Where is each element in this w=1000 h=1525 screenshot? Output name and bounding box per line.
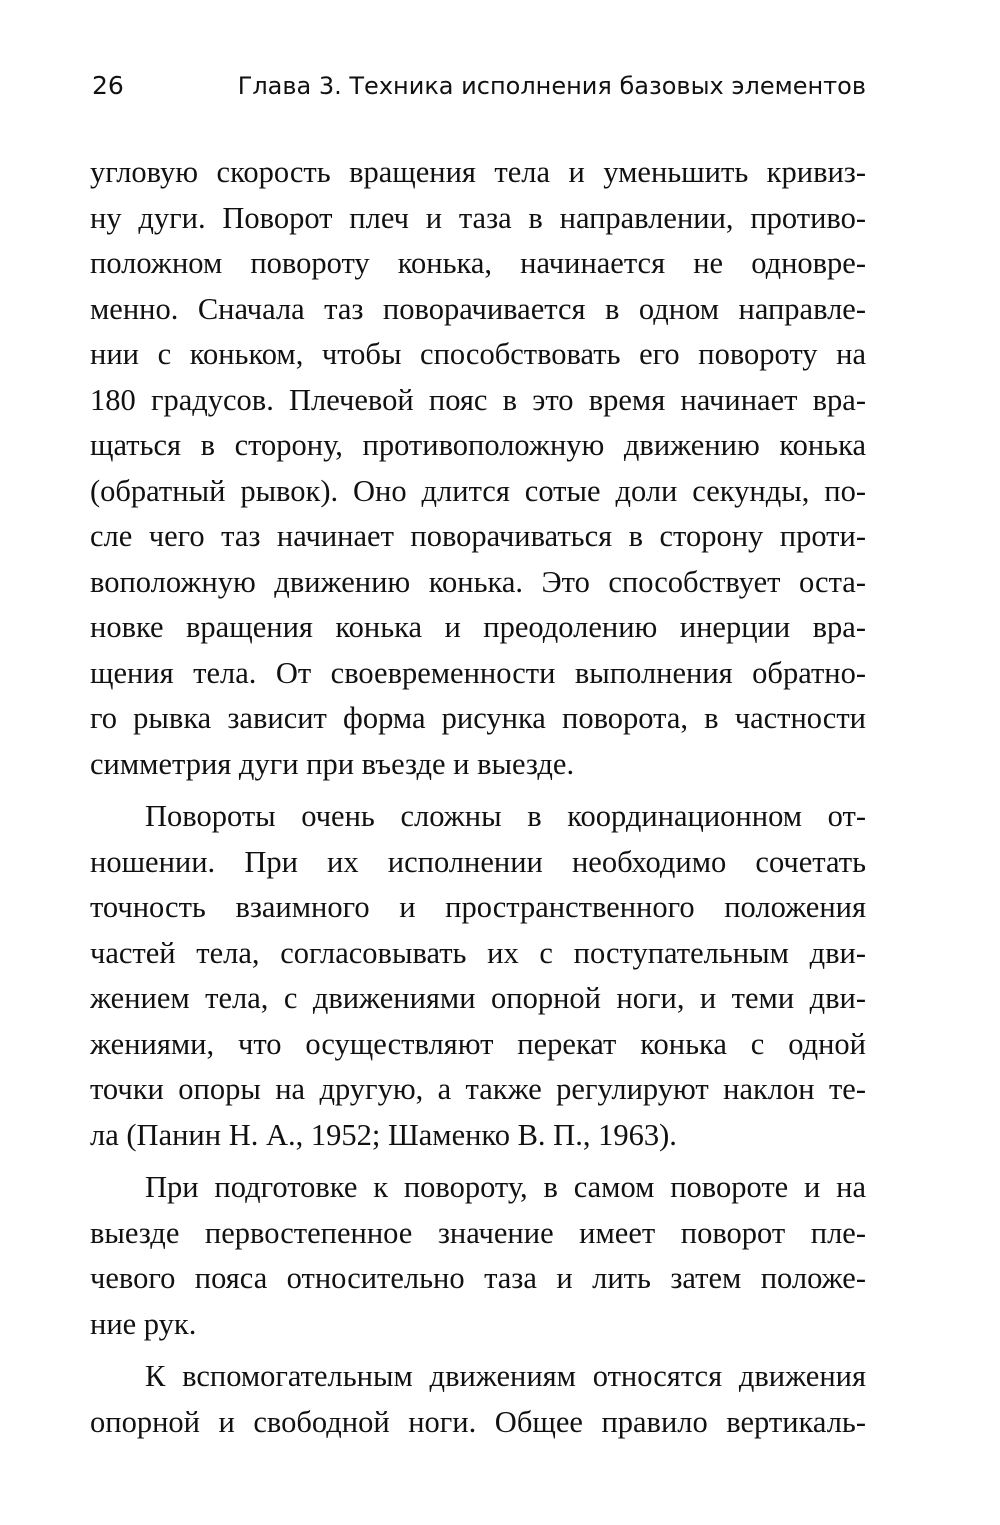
text-line: го рывка зависит форма рисунка поворота, в частности	[90, 701, 866, 735]
text-line: точность взаимного и пространственного положения	[90, 890, 866, 924]
text-line: (обратный рывок). Оно длится сотые доли секунды, по-	[90, 473, 866, 508]
text-line: щения тела. От своевременности выполнения обратно-	[90, 655, 866, 690]
text-line: ла (Панин Н. А., 1952; Шаменко В. П., 1963).	[90, 1117, 677, 1152]
text-line: новке вращения конька и преодолению инерции вра-	[90, 610, 866, 644]
text-line: нии с коньком, чтобы способствовать его повороту на	[90, 337, 866, 371]
text-line: положном повороту конька, начинается не одновре-	[90, 246, 866, 280]
body-text	[90, 150, 866, 1452]
paragraph-4	[90, 1354, 866, 1445]
text-line: выезде первостепенное значение имеет поворот пле-	[90, 1215, 866, 1250]
text-line: ние рук.	[90, 1306, 197, 1341]
running-header	[92, 68, 866, 104]
text-line: При подготовке к повороту, в самом повороте и на	[145, 1170, 866, 1204]
paragraph-3	[90, 1165, 866, 1347]
text-line: чевого пояса относительно таза и лить затем положе-	[90, 1261, 866, 1295]
text-line: угловую скорость вращения тела и уменьшить кривиз-	[90, 155, 866, 189]
text-line: жениями, что осуществляют перекат конька с одной	[90, 1026, 866, 1061]
text-line: ну дуги. Поворот плеч и таза в направлении, противо-	[90, 200, 866, 235]
text-line: точки опоры на другую, а также регулируют наклон те-	[90, 1072, 866, 1106]
text-line: щаться в сторону, противоположную движению конька	[90, 428, 866, 462]
text-line: симметрия дуги при въезде и выезде.	[90, 746, 575, 781]
text-line: воположную движению конька. Это способствует оста-	[90, 564, 866, 599]
text-line: жением тела, с движениями опорной ноги, и теми дви-	[90, 981, 866, 1015]
text-line: ношении. При их исполнении необходимо сочетать	[90, 844, 866, 879]
paragraph-2	[90, 794, 866, 1158]
text-line: менно. Сначала таз поворачивается в одном направле-	[90, 291, 866, 326]
text-line: Повороты очень сложны в координационном от-	[145, 799, 866, 833]
text-line: сле чего таз начинает поворачиваться в сторону проти-	[90, 519, 866, 553]
text-line: частей тела, согласовывать их с поступательным дви-	[90, 935, 866, 970]
running-title: Глава 3. Техника исполнения базовых элементов	[237, 72, 866, 100]
text-line: К вспомогательным движениям относятся движения	[145, 1359, 866, 1393]
text-line: 180 градусов. Плечевой пояс в это время начинает вра-	[90, 382, 866, 417]
text-line: опорной и свободной ноги. Общее правило вертикаль-	[90, 1404, 866, 1439]
paragraph-1	[90, 150, 866, 787]
page-number: 26	[92, 71, 124, 100]
